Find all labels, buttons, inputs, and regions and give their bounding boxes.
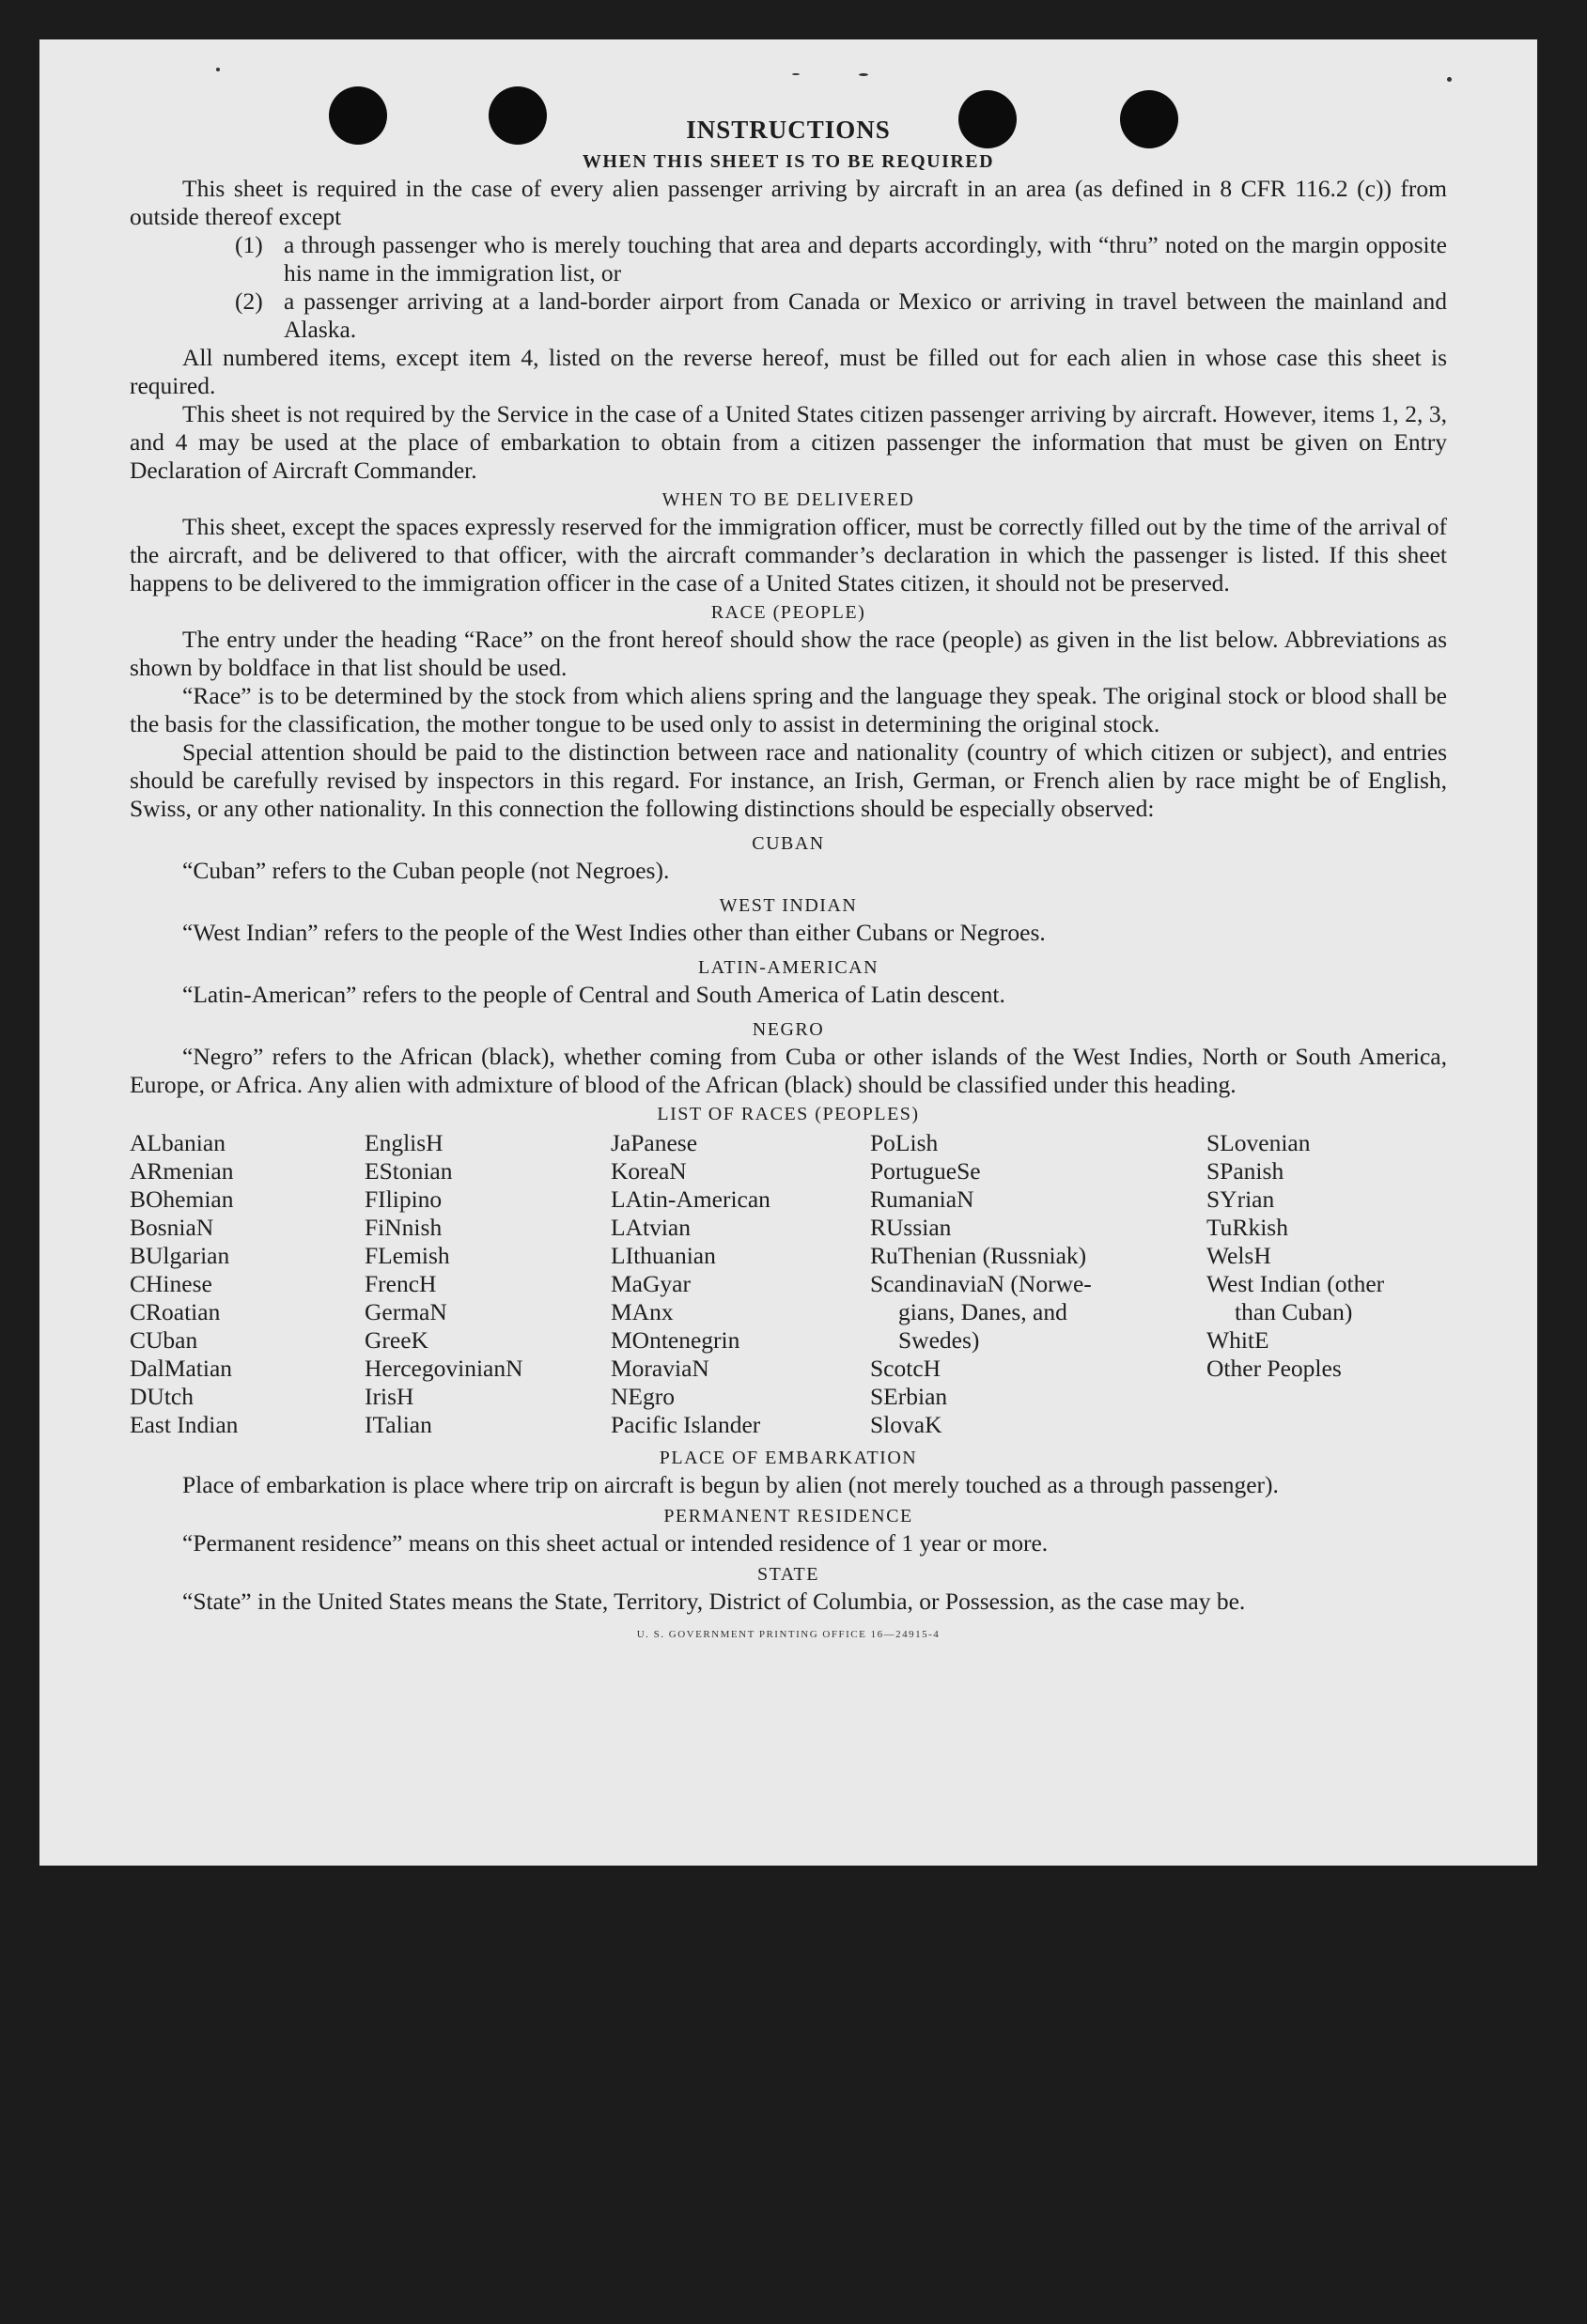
section-heading-race: RACE (PEOPLE) — [710, 602, 866, 623]
race-entry: Swedes) — [898, 1326, 980, 1354]
race-entry: MoraviaN — [611, 1355, 709, 1382]
race-entry: RuThenian (Russniak) — [870, 1242, 1087, 1269]
races-column — [611, 1129, 870, 1439]
race-entry: EStonian — [365, 1157, 453, 1185]
instructions-title: INSTRUCTIONS — [686, 116, 891, 144]
printing-office-imprint: U. S. GOVERNMENT PRINTING OFFICE 16—24915-4 — [636, 1629, 941, 1640]
race-entry: JaPanese — [611, 1129, 698, 1156]
race-entry: PoLish — [870, 1129, 939, 1156]
punch-hole — [958, 90, 1017, 148]
when-required-paragraph: This sheet is not required by the Service in the case of a United States citizen passenger arriving by aircraft. However, items 1, 2, 3, and 4 may be used at the place of embarkation to obtain from a citizen passenger the information that must be given on Entry Declaration of Aircraft Commander. — [130, 400, 1447, 484]
section-heading-list-of-races: LIST OF RACES (PEOPLES) — [657, 1104, 920, 1124]
race-entry: than Cuban) — [1235, 1298, 1353, 1325]
race-entry: East Indian — [130, 1411, 239, 1438]
race-entry: DalMatian — [130, 1355, 233, 1382]
race-entry: SErbian — [870, 1383, 948, 1410]
when-delivered-text: This sheet, except the spaces expressly reserved for the immigration officer, must be correctly filled out by the time of the arrival of the aircraft, and be delivered to that officer, with the aircraft commander’s declaration in which the passenger is listed. If this sheet happens to be delivered to the immigration officer in the case of a United States citizen, it should not be preserved. — [130, 513, 1447, 596]
punch-hole — [489, 86, 547, 145]
race-entry: MAnx — [611, 1298, 674, 1325]
race-entry: SlovaK — [870, 1411, 942, 1438]
definition-heading-cuban: CUBAN — [752, 833, 825, 854]
race-entry: LIthuanian — [611, 1242, 716, 1269]
races-column — [1206, 1129, 1443, 1439]
definition-text-west-indian: “West Indian” refers to the people of the West Indies other than either Cubans or Negroes. — [182, 919, 1046, 946]
when-required-intro: This sheet is required in the case of every alien passenger arriving by aircraft in an area (as defined in 8 CFR 116.2 (c)) from outside thereof except — [130, 175, 1447, 230]
race-entry: West Indian (other — [1206, 1270, 1385, 1297]
paper-speck — [216, 68, 220, 71]
item-text: a passenger arriving at a land-border airport from Canada or Mexico or arriving in travel between the mainland and Alaska. — [284, 287, 1447, 343]
embarkation-text: Place of embarkation is place where trip on aircraft is begun by alien (not merely touched as a through passenger). — [182, 1471, 1279, 1498]
race-entry: ALbanian — [130, 1129, 226, 1156]
section-heading-when-delivered: WHEN TO BE DELIVERED — [661, 489, 915, 510]
section-heading-residence: PERMANENT RESIDENCE — [663, 1506, 913, 1526]
race-entry: SLovenian — [1206, 1129, 1311, 1156]
race-entry: SYrian — [1206, 1185, 1275, 1213]
item-number: (2) — [235, 287, 263, 315]
item-text: a through passenger who is merely touching that area and departs accordingly, with “thru” noted on the margin opposite his name in the immigration list, or — [284, 231, 1447, 287]
section-heading-embarkation: PLACE OF EMBARKATION — [659, 1448, 918, 1468]
definition-heading-west-indian: WEST INDIAN — [719, 895, 858, 916]
section-heading-state: STATE — [757, 1564, 819, 1585]
race-entry: BUlgarian — [130, 1242, 230, 1269]
race-entry: EnglisH — [365, 1129, 443, 1156]
race-entry: WelsH — [1206, 1242, 1271, 1269]
state-text: “State” in the United States means the State, Territory, District of Columbia, or Possession, as the case may be. — [182, 1588, 1246, 1615]
race-entry: RumaniaN — [870, 1185, 974, 1213]
race-paragraph: Special attention should be paid to the distinction between race and nationality (country of which citizen or subject), and entries should be carefully revised by inspectors in this regard. For instance, an Irish, German, or French alien by race might be of English, Swiss, or any other nationality. In this connection the following distinctions should be especially observed: — [130, 738, 1447, 822]
race-entry: KoreaN — [611, 1157, 687, 1185]
race-entry: CUban — [130, 1326, 198, 1354]
race-entry: GermaN — [365, 1298, 447, 1325]
definition-text-cuban: “Cuban” refers to the Cuban people (not Negroes). — [182, 857, 670, 884]
item-number: (1) — [235, 231, 263, 258]
race-entry: MOntenegrin — [611, 1326, 740, 1354]
paper-speck — [1447, 77, 1452, 82]
races-column — [870, 1129, 1206, 1439]
race-entry: ITalian — [365, 1411, 432, 1438]
race-entry: CRoatian — [130, 1298, 221, 1325]
punch-hole — [1120, 90, 1178, 148]
paper-speck — [792, 73, 800, 75]
definition-heading-negro: NEGRO — [752, 1019, 825, 1040]
race-entry: SPanish — [1206, 1157, 1284, 1185]
definition-text-latin-american: “Latin-American” refers to the people of Central and South America of Latin descent. — [182, 981, 1005, 1008]
race-entry: LAtvian — [611, 1214, 691, 1241]
race-entry: FLemish — [365, 1242, 450, 1269]
race-entry: MaGyar — [611, 1270, 691, 1297]
section-heading-when-required: WHEN THIS SHEET IS TO BE REQUIRED — [582, 151, 995, 172]
punch-hole — [329, 86, 387, 145]
definition-heading-latin-american: LATIN-AMERICAN — [697, 957, 879, 978]
race-entry: NEgro — [611, 1383, 675, 1410]
race-entry: ScandinaviaN (Norwe- — [870, 1270, 1092, 1297]
races-column — [365, 1129, 611, 1439]
when-required-paragraph: All numbered items, except item 4, listed on the reverse hereof, must be filled out for each alien in whose case this sheet is required. — [130, 344, 1447, 399]
definition-text-negro: “Negro” refers to the African (black), whether coming from Cuba or other islands of the West Indies, North or South America, Europe, or Africa. Any alien with admixture of blood of the African (black) should be classified under this heading. — [130, 1043, 1447, 1098]
race-entry: ScotcH — [870, 1355, 941, 1382]
paper-speck — [859, 73, 868, 76]
race-paragraph: “Race” is to be determined by the stock from which aliens spring and the language they speak. The original stock or blood shall be the basis for the classification, the mother tongue to be used only to assist in determining the original stock. — [130, 682, 1447, 737]
race-entry: FIlipino — [365, 1185, 443, 1213]
race-entry: RUssian — [870, 1214, 952, 1241]
race-entry: BOhemian — [130, 1185, 234, 1213]
race-entry: FrencH — [365, 1270, 437, 1297]
race-entry: TuRkish — [1206, 1214, 1288, 1241]
race-entry: IrisH — [365, 1383, 414, 1410]
races-table — [130, 1129, 1447, 1439]
race-entry: PortugueSe — [870, 1157, 981, 1185]
race-entry: DUtch — [130, 1383, 194, 1410]
race-entry: FiNnish — [365, 1214, 443, 1241]
exception-item — [130, 231, 1447, 287]
races-column — [130, 1129, 365, 1439]
race-entry: gians, Danes, and — [898, 1298, 1067, 1325]
race-entry: CHinese — [130, 1270, 212, 1297]
race-entry: GreeK — [365, 1326, 428, 1354]
race-entry: LAtin-American — [611, 1185, 770, 1213]
residence-text: “Permanent residence” means on this sheet actual or intended residence of 1 year or more. — [182, 1529, 1049, 1557]
race-paragraph: The entry under the heading “Race” on the front hereof should show the race (people) as given in the list below. Abbreviations as shown by boldface in that list should be used. — [130, 626, 1447, 681]
race-entry: Other Peoples — [1206, 1355, 1342, 1382]
race-entry: Pacific Islander — [611, 1411, 761, 1438]
race-entry: HercegovinianN — [365, 1355, 523, 1382]
race-entry: ARmenian — [130, 1157, 234, 1185]
document-page — [39, 39, 1537, 1866]
race-entry: WhitE — [1206, 1326, 1269, 1354]
race-entry: BosniaN — [130, 1214, 214, 1241]
exception-item — [130, 287, 1447, 344]
